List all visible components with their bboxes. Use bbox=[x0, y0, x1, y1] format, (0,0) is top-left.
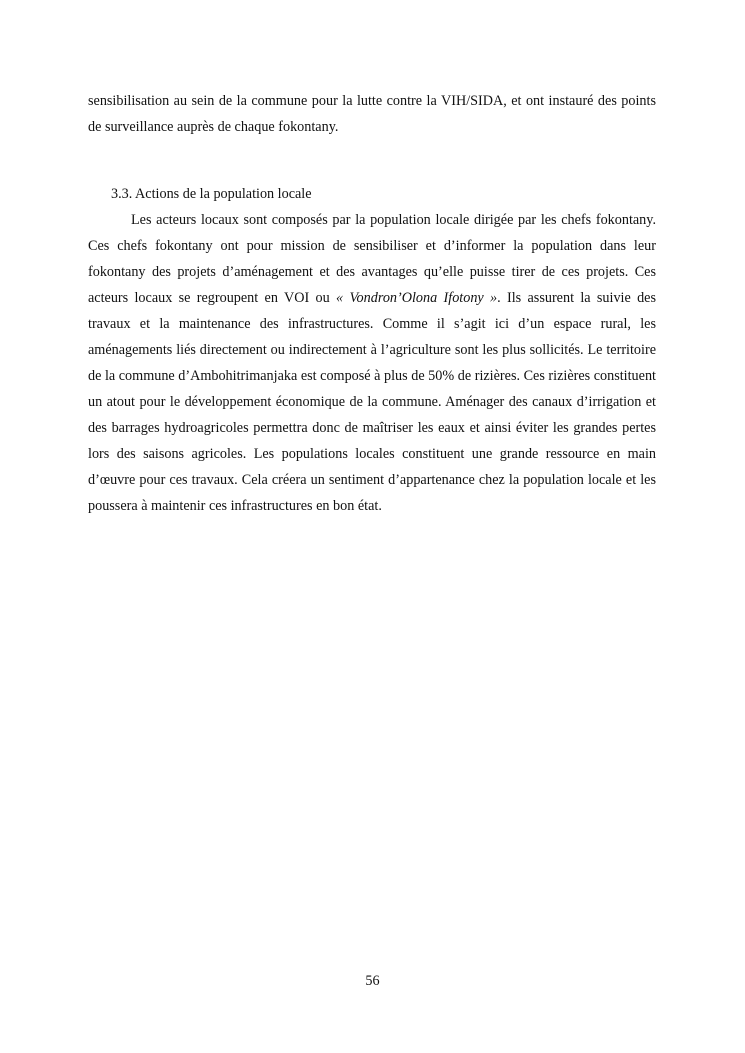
paragraph-continued: sensibilisation au sein de la commune pour la lutte contre la VIH/SIDA, et ont instauré des points de surveillance auprès de chaque fokontany. bbox=[88, 93, 656, 135]
paragraph-text-part2: . Ils assurent la suivie des travaux et la maintenance des infrastructures. Comme il s’agit ici d’un espace rural, les aménagements liés directement ou indirectement à l’agriculture sont les plus sollicités. Le territoire de la commune d’Ambohitrimanjaka est composé à plus de 50% de rizières. Ces rizières constituent un atout pour le développement économique de la commune. Aménager des canaux d’irrigation et des barrages hydroagricoles permettra donc de maîtriser les eaux et ainsi éviter les grandes pertes lors des saisons agricoles. Les populations locales constituent une grande ressource en main d’œuvre pour ces travaux. Cela créera un sentiment d’appartenance chez la population locale et les poussera à maintenir ces infrastructures en bon état. bbox=[88, 290, 657, 514]
paragraph-italic-term: « Vondron’Olona Ifotony » bbox=[336, 290, 498, 306]
page-number: 56 bbox=[365, 973, 380, 989]
paragraph-body bbox=[88, 207, 656, 519]
section-heading: 3.3. Actions de la population locale bbox=[111, 186, 312, 202]
paragraph-text-part1: Les acteurs locaux sont composés par la population locale dirigée par les chefs fokontany. Ces chefs fokontany ont pour mission de sensibiliser et d’informer la population dans leur fokontany des projets d’aménagement et des avantages qu’elle puisse tirer de ces projets. Ces acteurs locaux se regroupent en VOI ou bbox=[88, 212, 656, 306]
